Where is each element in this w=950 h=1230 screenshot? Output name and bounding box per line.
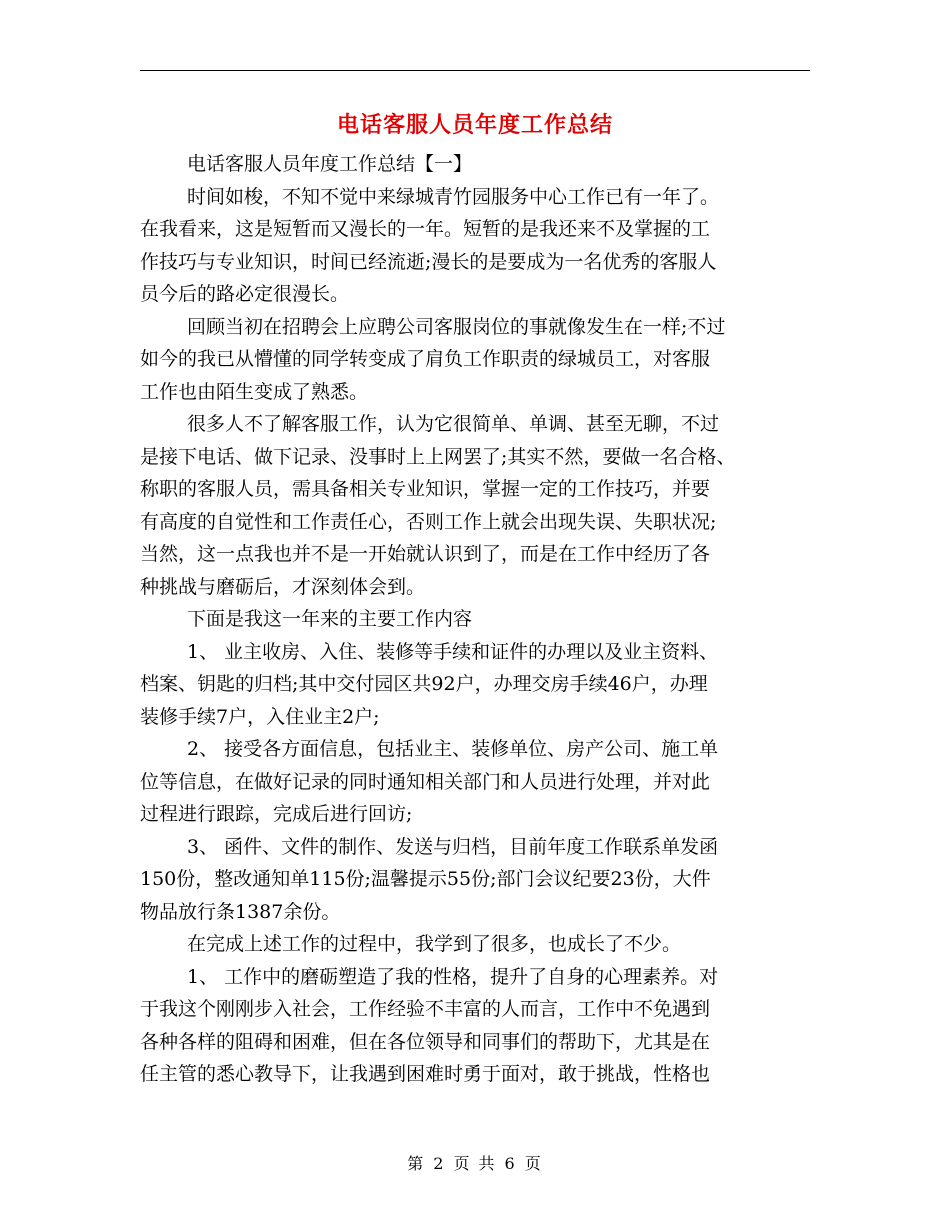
body-line: 作技巧与专业知识，时间已经流逝;漫长的是要成为一名优秀的客服人 (140, 250, 717, 273)
body-line: 在完成上述工作的过程中，我学到了很多，也成长了不少。 (187, 933, 682, 955)
body-line: 过程进行跟踪，完成后进行回访; (140, 803, 413, 825)
body-line: 位等信息，在做好记录的同时通知相关部门和人员进行处理，并对此 (140, 770, 711, 793)
body-line: 如今的我已从懵懂的同学转变成了肩负工作职责的绿城员工，对客服 (140, 348, 711, 370)
body-line: 回顾当初在招聘会上应聘公司客服岗位的事就像发生在一样;不过 (187, 315, 726, 338)
body-line: 种挑战与磨砺后，才深刻体会到。 (140, 575, 426, 598)
body-line: 员今后的路必定很漫长。 (140, 283, 350, 305)
body-line: 任主管的悉心教导下，让我遇到困难时勇于面对，敢于挑战，性格也 (140, 1063, 711, 1085)
body-line: 工作也由陌生变成了熟悉。 (140, 380, 369, 403)
header-rule (140, 70, 810, 71)
page-footer (140, 1152, 810, 1176)
footer-middle: 页 共 (453, 1154, 497, 1173)
body-line: 是接下电话、做下记录、没事时上上网罢了;其实不然，要做一名合格、 (140, 445, 736, 468)
document-body (140, 148, 810, 1091)
body-line: 各种各样的阻碍和困难，但在各位领导和同事们的帮助下，尤其是在 (140, 1030, 711, 1053)
footer-suffix: 页 (524, 1154, 543, 1173)
body-line: 装修手续7户，入住业主2户; (140, 705, 380, 728)
body-line: 当然，这一点我也并不是一开始就认识到了，而是在工作中经历了各 (140, 543, 711, 565)
body-line: 下面是我这一年来的主要工作内容 (187, 608, 473, 630)
body-line: 电话客服人员年度工作总结【一】 (187, 153, 473, 175)
body-line: 1、 工作中的磨砺塑造了我的性格，提升了自身的心理素养。对 (187, 965, 719, 988)
footer-prefix: 第 (407, 1154, 426, 1173)
footer-page-number: 2 (433, 1154, 446, 1173)
body-line: 很多人不了解客服工作，认为它很简单、单调、甚至无聊，不过 (187, 413, 720, 435)
body-line: 2、 接受各方面信息，包括业主、装修单位、房产公司、施工单 (187, 738, 719, 760)
body-line: 档案、钥匙的归档;其中交付园区共92户，办理交房手续46户，办理 (140, 673, 708, 695)
body-line: 3、 函件、文件的制作、发送与归档，目前年度工作联系单发函 (187, 835, 719, 858)
body-line: 1、 业主收房、入住、装修等手续和证件的办理以及业主资料、 (187, 640, 719, 663)
body-line: 在我看来，这是短暂而又漫长的一年。短暂的是我还来不及掌握的工 (140, 218, 711, 240)
body-line: 于我这个刚刚步入社会，工作经验不丰富的人而言，工作中不免遇到 (140, 998, 711, 1020)
body-line: 时间如梭，不知不觉中来绿城青竹园服务中心工作已有一年了。 (187, 185, 720, 208)
body-line: 150份，整改通知单115份;温馨提示55份;部门会议纪要23份，大件 (140, 868, 711, 890)
body-line: 称职的客服人员，需具备相关专业知识，掌握一定的工作技巧，并要 (140, 478, 711, 500)
body-line: 物品放行条1387余份。 (140, 900, 341, 923)
document-title: 电话客服人员年度工作总结 (336, 112, 613, 138)
footer-total-pages: 6 (504, 1154, 517, 1173)
body-line: 有高度的自觉性和工作责任心，否则工作上就会出现失误、失职状况; (140, 510, 717, 533)
